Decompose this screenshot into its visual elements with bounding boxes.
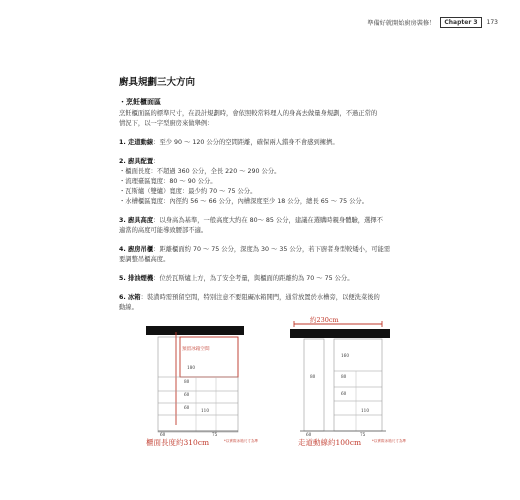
diagram-caption: 走道動線約100cm — [298, 438, 362, 447]
dim-label: 110 — [201, 408, 209, 413]
diagram-note: *以實際冰箱尺寸為準 — [224, 439, 259, 443]
dim-label: 110 — [361, 408, 369, 413]
running-title: 準備好就開始廚房裝修！ — [367, 19, 436, 27]
dim-label: 60 — [341, 391, 347, 396]
dim-label: 60 — [306, 432, 312, 437]
item-wall-cabinet: 4. 廚房吊櫃：距離櫃面約 70 ～ 75 公分，深度為 30 ～ 35 公分，若下廚者身型較矮小，可能需 要調整吊櫃高度。 — [119, 246, 391, 263]
dim-label: 80 — [184, 379, 190, 384]
chapter-badge: Chapter 3 — [440, 17, 481, 28]
bullet-sink-width: ・水槽櫃區寬度：內徑約 56 ～ 66 公分，內槽深度至少 18 公分，總長 65 ～ 75 公分。 — [119, 198, 368, 205]
item-range-hood: 5. 排油煙機：位於瓦斯爐上方，為了安全考量，與櫃面的距離約為 70 ～ 75 公分。 — [119, 275, 354, 282]
item-layout: 2. 廚具配置： ・櫃面長度：不超過 360 公分，全長 220 ～ 290 公分。 ・流理臺區寬度：80 ～ 90 公分。 ・瓦斯爐（雙爐）寬度：最少約 70 ～ 75 公分。 ・水槽櫃區寬度：內徑約 56 ～ 66 公分，內槽深度至少 18 公分，總長 65 ～ 75 公分。 — [119, 157, 409, 207]
page-header — [292, 16, 498, 28]
fridge-space-label: 預留冰箱空間 — [182, 347, 210, 352]
section-title: 廚具規劃三大方向 — [119, 77, 196, 88]
dim-label: 60 — [160, 432, 166, 437]
kitchen-diagram-right — [290, 315, 418, 455]
total-length-label: 約230cm — [310, 316, 339, 324]
diagram-drawing — [146, 315, 274, 437]
page-number: 173 — [486, 18, 498, 26]
dim-label: 75 — [360, 432, 366, 437]
layout-bullets — [119, 167, 409, 207]
diagram-caption: 櫃面長度約310cm — [146, 438, 210, 447]
bullet-counter-length: ・櫃面長度：不超過 360 公分，全長 220 ～ 290 公分。 — [119, 168, 281, 175]
dim-label: 80 — [341, 374, 347, 379]
bullet-stove-width: ・瓦斯爐（雙爐）寬度：最少約 70 ～ 75 公分。 — [119, 188, 257, 195]
dim-label: 75 — [212, 432, 218, 437]
dim-label: 60 — [184, 405, 190, 410]
section-subtitle: ・烹飪櫃面區 — [119, 98, 161, 106]
article-body — [119, 74, 409, 313]
dim-label: 60 — [184, 392, 190, 397]
item-fridge: 6. 冰箱：裝潢時需預留空間，特別注意不要阻礙冰箱開門，通常放置於水槽旁，以便洗菜後的 動線。 — [119, 294, 380, 311]
item-height: 3. 廚具高度：以身高為基準，一般高度大約在 80～ 85 公分，建議在選購時親身體驗，選擇不 適當的高度可能導致腰部不適。 — [119, 217, 383, 234]
dim-label: 180 — [187, 365, 195, 370]
dim-label: 160 — [341, 353, 349, 358]
dim-label: 80 — [310, 374, 316, 379]
kitchen-diagram-left — [146, 315, 274, 455]
bullet-prep-width: ・流理臺區寬度：80 ～ 90 公分。 — [119, 178, 217, 185]
item-walkway: 1. 走道動線：至少 90 ～ 120 公分的空間距離，確保兩人錯身不會感到擁擠。 — [119, 139, 339, 146]
diagram-note: *以實際冰箱尺寸為準 — [372, 439, 407, 443]
intro-paragraph: 烹飪櫃面區的標準尺寸，在設計規劃時，會依照較常料理人的身高去做量身規劃，不過正常的 情況下，以一字型廚房來做舉例： — [119, 110, 378, 127]
